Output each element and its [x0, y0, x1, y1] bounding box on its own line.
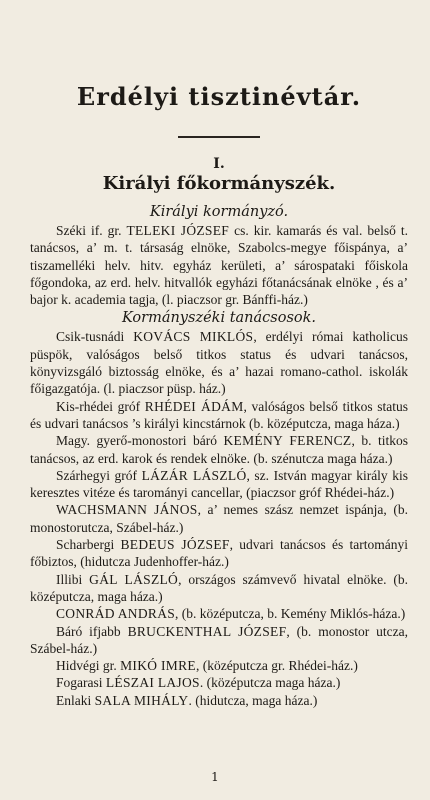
entry-details: , erdélyi római katholicus püspök, valóságos belső titkos status és udvari tanácsos, könyvizsgáló biztosság elnöke, és a’ hazai romano-cathol. iskolák főigazgatója. (l. piaczsor püsp. ház.)	[30, 329, 408, 397]
official-entry	[30, 674, 408, 691]
entry-details: , valóságos belső titkos status és udvari tanácsos ’s királyi kincstárnok (b. középutcza, maga háza.)	[30, 398, 408, 431]
entry-details: . (középutcza maga háza.)	[199, 675, 341, 691]
entry-prefix: Illibi	[56, 571, 90, 587]
entry-details: , (középutcza gr. Rhédei-ház.)	[195, 658, 358, 674]
official-name: BEDEUS JÓZSEF	[120, 537, 230, 553]
entry-prefix: Kis-rhédei gróf	[56, 398, 145, 414]
official-name: WACHSMANN JÁNOS	[56, 502, 198, 518]
official-name: MIKÓ IMRE	[120, 658, 196, 674]
official-name: GÁL LÁSZLÓ	[89, 571, 179, 587]
official-name: RHÉDEI ÁDÁM	[144, 398, 244, 414]
official-entry	[30, 536, 408, 571]
official-entry	[30, 222, 408, 308]
official-entry	[30, 398, 408, 433]
entry-prefix: Magy. gyerő-monostori báró	[56, 433, 224, 449]
entry-prefix: Scharbergi	[56, 537, 121, 553]
page-number: 1	[211, 770, 219, 784]
entry-details: , sz. István magyar király kis keresztes vitéze és tarományi cancellar, (piaczsor gróf Rhédei-ház.)	[30, 467, 408, 501]
entry-details: , udvari tanácsos és tartományi főbiztos, (hidutcza Judenhoffer-ház.)	[30, 537, 409, 570]
official-name: CONRÁD ANDRÁS	[56, 606, 176, 622]
official-entry	[30, 467, 408, 502]
subsection-heading: Királyi kormányzó.	[149, 204, 289, 220]
section-number: I.	[213, 156, 225, 172]
title-divider	[178, 136, 260, 138]
subsection-heading: Kormányszéki tanácsosok.	[121, 310, 317, 327]
entry-details: cs. kir. kamarás és val. belső t. tanácsos, a’ m. t. társaság elnöke, Szabolcs-megye főispánya, a’ tiszamelléki helv. hitv. egyház kerületi, a’ sárospataki főiskola főgondoka, az erd. helv. hitvallók egyházi főtanácsának elnöke , és a’ bajor k. academia tagja, (l. piaczsor gr. Bánffi-ház.)	[30, 223, 408, 308]
entry-prefix: Csik-tusnádi	[56, 329, 134, 345]
entry-details: , (b. monostor utcza, Szábel-ház.)	[30, 623, 408, 656]
official-name: BRUCKENTHAL JÓZSEF	[127, 623, 287, 639]
official-entry	[30, 328, 408, 397]
entry-details: . (hidutcza, maga háza.)	[188, 692, 318, 708]
official-name: KOVÁCS MIKLÓS	[133, 329, 254, 345]
section-title: Királyi főkormányszék.	[102, 173, 336, 194]
official-entry	[30, 692, 408, 709]
entry-details: , (b. középutcza, b. Kemény Miklós-háza.)	[175, 606, 406, 622]
entry-details: , országos számvevő hivatal elnöke. (b. középutcza, maga háza.)	[30, 571, 409, 604]
official-name: KEMÉNY FERENCZ	[223, 433, 352, 449]
official-entry	[30, 605, 408, 622]
entry-prefix: Hidvégi gr.	[56, 658, 121, 674]
entry-prefix: Báró ifjabb	[56, 623, 128, 639]
entry-prefix: Szárhegyi gróf	[56, 467, 142, 483]
official-entry	[30, 432, 408, 467]
official-entry	[30, 501, 408, 536]
subsections	[30, 202, 408, 709]
entry-prefix: Enlaki	[56, 692, 95, 708]
entry-prefix: Széki if. gr.	[56, 223, 127, 238]
entry-details: , b. titkos tanácsos, az erd. karok és rendek elnöke. (b. szénutcza maga háza.)	[30, 433, 408, 466]
official-entry	[30, 657, 408, 674]
entry-details: , a’ nemes szász nemzet ispánja, (b. monostorutcza, Szábel-ház.)	[30, 502, 408, 535]
official-entry	[30, 571, 408, 606]
official-entry	[30, 623, 408, 658]
official-name: LÁZÁR LÁSZLÓ	[141, 467, 247, 483]
entry-prefix: Fogarasi	[56, 675, 106, 691]
page-title: Erdélyi tisztinévtár.	[76, 82, 362, 111]
official-name: LÉSZAI LAJOS	[105, 675, 200, 691]
official-name: SALA MIHÁLY	[94, 692, 189, 708]
official-name: TELEKI JÓZSEF	[126, 223, 230, 238]
